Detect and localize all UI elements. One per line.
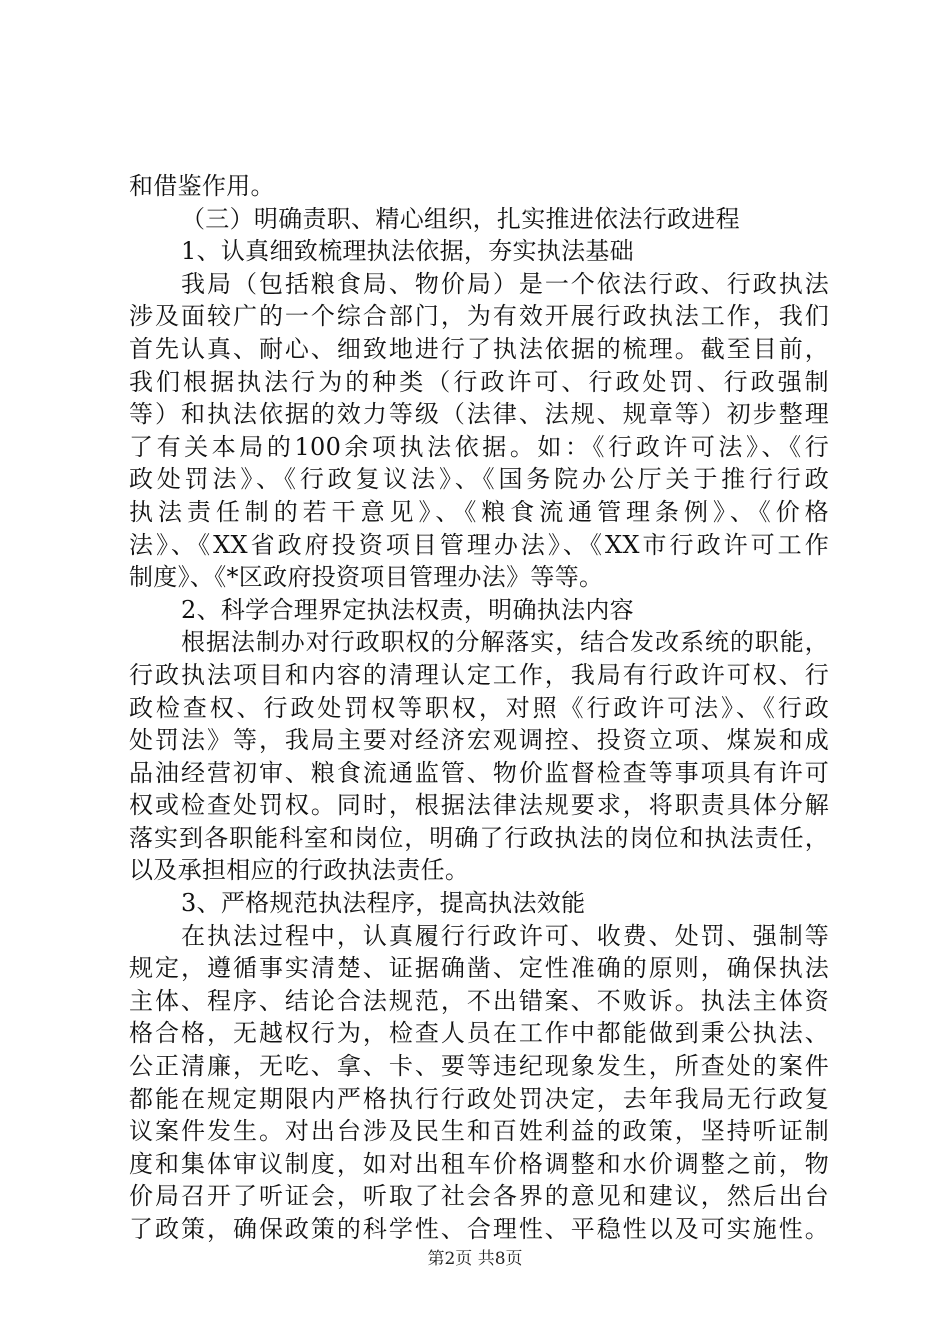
text-line: 等）和执法依据的效力等级（法律、法规、规章等）初步整理 [129, 400, 829, 429]
text-line: 行政执法项目和内容的清理认定工作，我局有行政许可权、行 [129, 660, 829, 689]
text-line: 制度》、《*区政府投资项目管理办法》等等。 [129, 563, 604, 592]
text-line: 价局召开了听证会，听取了社会各界的意见和建议，然后出台 [129, 1182, 829, 1211]
text-line: 处罚法》等，我局主要对经济宏观调控、投资立项、煤炭和成 [129, 726, 829, 755]
text-line: 主体、程序、结论合法规范，不出错案、不败诉。执法主体资 [129, 986, 829, 1015]
text-line: 2、科学合理界定执法权责，明确执法内容 [181, 595, 634, 624]
document-body [129, 170, 829, 1246]
text-line: 规定，遵循事实清楚、证据确凿、定性准确的原则，确保执法 [129, 954, 829, 983]
text-line: 了有关本局的100余项执法依据。如：《行政许可法》、《行 [129, 432, 829, 461]
text-line: 了政策，确保政策的科学性、合理性、平稳性以及可实施性。 [129, 1215, 829, 1243]
text-line: 公正清廉，无吃、拿、卡、要等违纪现象发生，所查处的案件 [129, 1052, 829, 1081]
text-line: 执法责任制的若干意见》、《粮食流通管理条例》、《价格 [129, 497, 829, 526]
text-line: 法》、《XX省政府投资项目管理办法》、《XX市行政许可工作 [129, 530, 829, 559]
text-line: 首先认真、耐心、细致地进行了执法依据的梳理。截至目前， [129, 334, 829, 363]
text-line: 我们根据执法行为的种类（行政许可、行政处罚、行政强制 [129, 367, 829, 396]
text-line: 落实到各职能科室和岗位，明确了行政执法的岗位和执法责任， [129, 823, 829, 852]
text-line: 和借鉴作用。 [129, 172, 275, 200]
text-line: 以及承担相应的行政执法责任。 [129, 856, 470, 885]
text-line: 权或检查处罚权。同时，根据法律法规要求，将职责具体分解 [129, 791, 829, 820]
text-line: 都能在规定期限内严格执行行政处罚决定，去年我局无行政复 [129, 1084, 829, 1113]
text-line: 品油经营初审、粮食流通监管、物价监督检查等事项具有许可 [129, 758, 829, 787]
text-line: 政检查权、行政处罚权等职权，对照《行政许可法》、《行政 [129, 693, 829, 722]
text-line: 3、严格规范执法程序，提高执法效能 [181, 889, 586, 918]
text-line: 在执法过程中，认真履行行政许可、收费、处罚、强制等 [181, 921, 829, 950]
page-footer: 第2页 共8页 [427, 1249, 523, 1269]
text-line: 涉及面较广的一个综合部门，为有效开展行政执法工作，我们 [129, 302, 829, 331]
text-line: 格合格，无越权行为，检查人员在工作中都能做到秉公执法、 [129, 1019, 829, 1048]
text-line: 议案件发生。对出台涉及民生和百姓利益的政策，坚持听证制 [129, 1117, 829, 1146]
text-line: 度和集体审议制度，如对出租车价格调整和水价调整之前，物 [129, 1149, 829, 1178]
text-line: 政处罚法》、《行政复议法》、《国务院办公厅关于推行行政 [129, 465, 829, 494]
text-line: 我局（包括粮食局、物价局）是一个依法行政、行政执法 [181, 269, 829, 298]
text-line: 根据法制办对行政职权的分解落实，结合发改系统的职能， [181, 628, 829, 657]
text-line: （三）明确责职、精心组织，扎实推进依法行政进程 [181, 204, 740, 233]
text-line: 1、认真细致梳理执法依据，夯实执法基础 [181, 237, 634, 266]
